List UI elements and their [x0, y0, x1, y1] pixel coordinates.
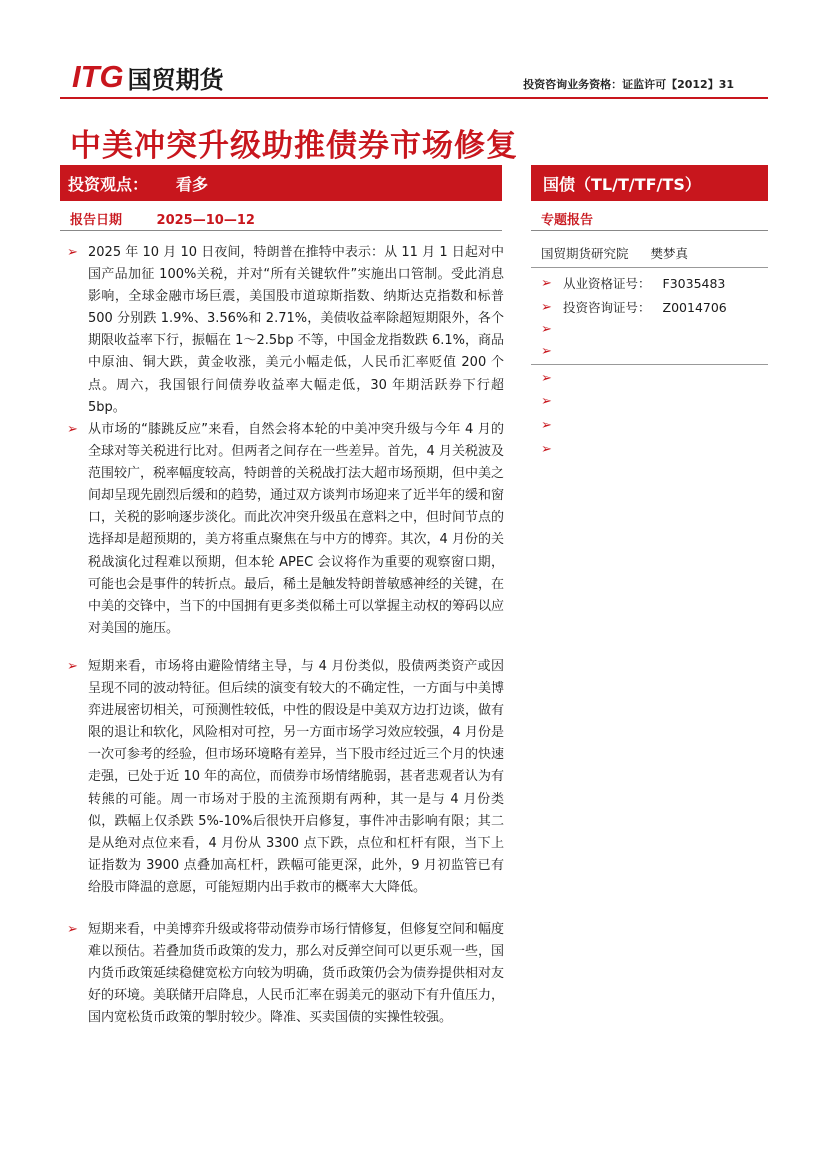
logo-chinese: 国贸期货 — [127, 65, 224, 94]
credential-row — [541, 298, 727, 316]
credential-row — [541, 274, 725, 292]
paragraph-text: 短期来看，中美博弈升级或将带动债券市场行情修复，但修复空间和幅度难以预估。若叠加货币政策的发力，那么对反弹空间可以更乐观一些，国内货币政策延续稳健宽松方向较为明确，货币政策仍会为债券提供相对友好的环境。美联储开启降息，人民币汇率在弱美元的驱动下有升值压力，国内宽松货币政策的掣肘较少。降准、买卖国债的实操性较强。 — [88, 922, 505, 1026]
investment-view-bar — [60, 165, 502, 201]
bullet-arrow-icon: ➢ — [541, 394, 552, 409]
institute-name: 国贸期货研究院 — [541, 246, 629, 261]
bullet-arrow-icon: ➢ — [541, 322, 552, 337]
paragraph-text: 短期来看，市场将由避险情绪主导，与 4 月份类似，股债两类资产或因呈现不同的波动特征。但后续的演变有较大的不确定性，一方面与中美博弈进展密切相关，可预测性较低，中性的假设是中美双方边打边谈，做有限的退让和软化，风险相对可控，另一方面市场学习效应较强，4 月份是一次可参考的经验，但市场环境略有差异，当下股市经过近三个月的快速走强，已处于近 10 年的高位，而债券市场情绪脆弱，甚者悲观者认为有转熊的可能。周一市场对于股的主流预期有两种，其一是与 4 月份类似，跌幅上仅杀跌 5%-10%后很快开启修复，事件冲击影响有限；其二是从绝对点位来看，4 月份从 3300 点下跌，点位和杠杆有限，当下上证指数为 3900 点叠加高杠杆，跌幅可能更深，此外，9 月初监管已有给股市降温的意愿，可能短期内出手救市的概率大大降低。 — [88, 659, 505, 895]
credential-value: Z0014706 — [662, 299, 727, 315]
empty-bullet — [541, 442, 563, 457]
paragraph-text: 2025 年 10 月 10 日夜间，特朗普在推特中表示：从 11 月 1 日起对中国产品加征 100%关税，并对“所有关键软件”实施出口管制。受此消息影响，全球金融市场巨震，美国股市道琼斯指数、纳斯达克指数和标普 500 分别跌 1.9%、3.56%和 2.71%，美债收益率除超短期限外，各个期限收益率下行，振幅在 1～2.5bp 不等，中国金龙指数跌 6.1%，商品中原油、铜大跌，黄金收涨，美元小幅走低，人民币汇率贬值 200 个点。周六，我国银行间债券收益率大幅走低，30 年期活跃券下行超 5bp。 — [88, 245, 504, 415]
bullet-arrow-icon: ➢ — [541, 442, 552, 457]
bullet-arrow-icon: ➢ — [67, 422, 78, 437]
research-institute — [541, 244, 688, 262]
report-type-divider — [531, 230, 768, 231]
body-paragraph — [67, 919, 504, 1029]
bullet-arrow-icon: ➢ — [541, 371, 552, 386]
bullet-arrow-icon: ➢ — [541, 275, 552, 291]
company-logo — [72, 60, 224, 94]
product-bar — [531, 165, 768, 201]
date-divider — [60, 230, 502, 231]
empty-bullet — [541, 394, 563, 409]
bullet-arrow-icon: ➢ — [67, 245, 78, 260]
report-date — [70, 209, 255, 228]
report-title: 中美冲突升级助推债券市场修复 — [70, 128, 518, 164]
analyst-name: 樊梦真 — [650, 246, 689, 261]
empty-bullet — [541, 371, 563, 386]
body-paragraph — [67, 242, 504, 419]
empty-bullet — [541, 418, 563, 433]
sidebar-divider — [531, 267, 768, 268]
body-paragraph — [67, 656, 504, 899]
empty-bullet — [541, 344, 563, 359]
bullet-arrow-icon: ➢ — [67, 922, 78, 937]
logo-latin: ITG — [72, 59, 124, 94]
qualification-text: 投资咨询业务资格：证监许可【2012】31 — [523, 78, 734, 91]
credential-label: 从业资格证号： — [563, 276, 651, 291]
credential-value: F3035483 — [662, 275, 726, 291]
report-date-value: 2025—10—12 — [156, 213, 255, 228]
report-type: 专题报告 — [541, 213, 594, 228]
credential-label: 投资咨询证号： — [563, 300, 651, 315]
body-paragraph — [67, 419, 504, 640]
investment-view-value: 看多 — [176, 174, 209, 194]
empty-bullet — [541, 322, 563, 337]
header-divider — [60, 97, 768, 99]
product-label: 国债（TL/T/TF/TS） — [543, 174, 701, 194]
sidebar-divider — [531, 364, 768, 365]
bullet-arrow-icon: ➢ — [541, 344, 552, 359]
bullet-arrow-icon: ➢ — [541, 418, 552, 433]
investment-view-label: 投资观点： — [68, 174, 149, 194]
bullet-arrow-icon: ➢ — [67, 659, 78, 674]
report-date-label: 报告日期 — [70, 213, 123, 228]
paragraph-text: 从市场的“膝跳反应”来看，自然会将本轮的中美冲突升级与今年 4 月的全球对等关税进行比对。但两者之间存在一些差异。首先，4 月关税波及范围较广，税率幅度较高，特朗普的关税战打法大超市场预期，但中美之间却呈现先剧烈后缓和的趋势，通过双方谈判市场迎来了近半年的缓和窗口，关税的影响逐步淡化。而此次冲突升级虽在意料之中，但时间节点的选择却是超预期的，美方将重点聚焦在与中方的博弈。其次，4 月份的关税战演化过程难以预期，但本轮 APEC 会议将作为重要的观察窗口期，可能也会是事件的转折点。最后，稀土是触发特朗普敏感神经的关键，在中美的交锋中，当下的中国拥有更多类似稀土可以掌握主动权的筹码以应对美国的施压。 — [88, 422, 505, 636]
bullet-arrow-icon: ➢ — [541, 299, 552, 315]
